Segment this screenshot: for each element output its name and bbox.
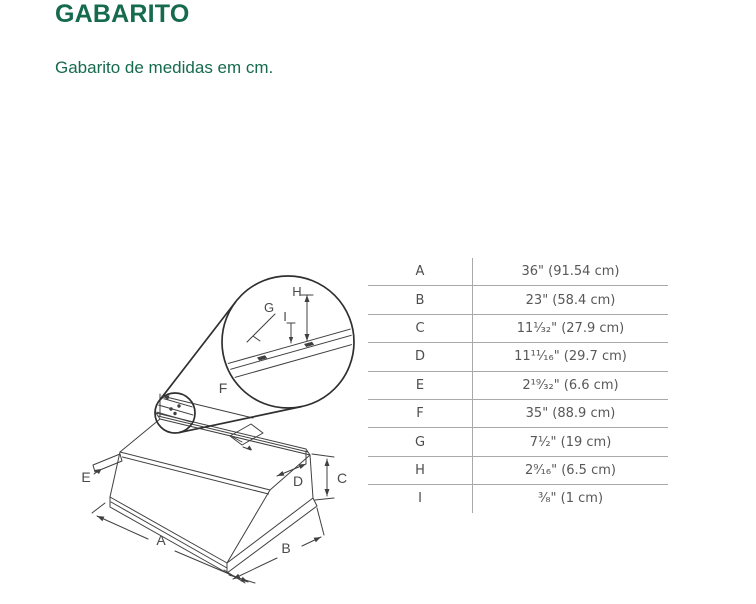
dimension-label-h: H [292,284,302,299]
table-row [368,485,668,512]
row-value: 7¹⁄₂" (19 cm) [472,428,668,455]
dimension-label-g: G [263,300,275,315]
row-letter: H [415,462,425,478]
row-value: 11¹¹⁄₁₆" (29.7 cm) [472,343,668,370]
dimension-label-b: B [281,540,291,556]
dimension-label-a: A [156,532,166,548]
table-row [368,315,668,343]
row-letter: E [415,377,425,393]
row-letter: A [415,264,425,280]
page-title: GABARITO [55,0,190,28]
row-value: 23" (58.4 cm) [472,286,668,313]
row-letter: D [414,349,425,365]
dimension-label-d: D [292,473,304,489]
row-letter: F [416,406,424,422]
table-row [368,258,668,286]
row-letter: I [418,491,422,507]
row-value: 2⁹⁄₁₆" (6.5 cm) [472,457,668,484]
row-value: 36" (91.54 cm) [472,258,668,285]
table-row [368,343,668,371]
row-value: 35" (88.9 cm) [472,400,668,427]
table-row [368,372,668,400]
table-row [368,428,668,456]
dimension-label-i: I [283,309,287,324]
measurements-table [368,258,668,513]
table-row [368,457,668,485]
dimension-arrowheads [94,295,330,582]
row-letter: C [415,320,425,336]
row-value: ³⁄₈" (1 cm) [472,485,668,512]
row-value: 2¹⁹⁄₃₂" (6.6 cm) [472,372,668,399]
page-subtitle: Gabarito de medidas em cm. [55,58,274,77]
dimension-label-e: E [81,469,91,485]
table-row [368,286,668,314]
magnifier-detail [155,276,354,433]
range-hood-dimension-diagram [55,243,415,588]
dimension-label-c: C [336,470,348,486]
row-letter: G [414,434,426,450]
row-letter: B [415,292,425,308]
dimension-label-f: F [218,380,228,396]
row-value: 11¹⁄₃₂" (27.9 cm) [472,315,668,342]
magnifier-large-circle [222,276,354,408]
table-row [368,400,668,428]
